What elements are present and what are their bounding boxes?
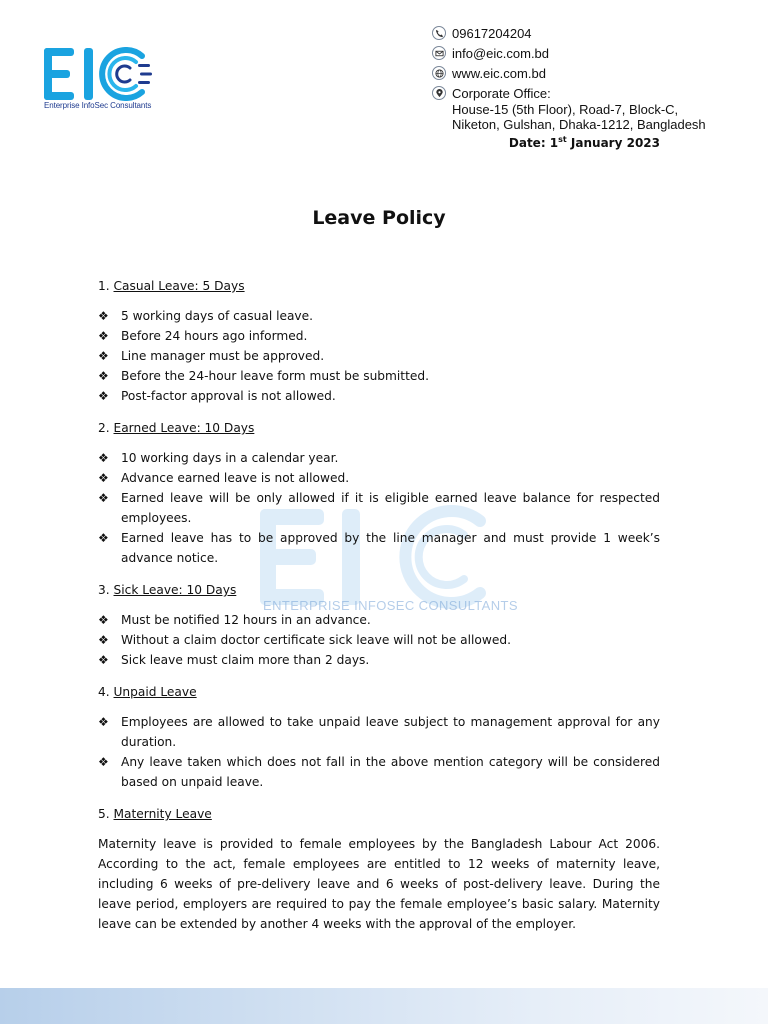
diamond-bullet-icon: ❖: [98, 531, 109, 545]
contact-email[interactable]: info@eic.com.bd: [452, 46, 550, 61]
watermark-text: ENTERPRISE INFOSEC CONSULTANTS: [263, 598, 518, 613]
list-item: ❖ 10 working days in a calendar year.: [98, 448, 660, 468]
list-item: ❖ Before the 24-hour leave form must be submitted.: [98, 366, 660, 386]
list-item: ❖ Employees are allowed to take unpaid leave subject to management approval for any duration.: [98, 712, 660, 752]
list-item: ❖ Line manager must be approved.: [98, 346, 660, 366]
contact-phone-row: [432, 26, 762, 46]
earned-leave-list: [98, 448, 660, 568]
contact-email-row: [432, 46, 762, 66]
office-label: Corporate Office:: [452, 86, 551, 101]
globe-icon: [432, 66, 446, 80]
list-item: ❖ 5 working days of casual leave.: [98, 306, 660, 326]
diamond-bullet-icon: ❖: [98, 653, 109, 667]
page-title: Leave Policy: [312, 207, 446, 229]
section-heading-sick: 3. Sick Leave: 10 Days: [98, 583, 237, 597]
diamond-bullet-icon: ❖: [98, 471, 109, 485]
diamond-bullet-icon: ❖: [98, 369, 109, 383]
address-line-1: House-15 (5th Floor), Road-7, Block-C,: [452, 101, 679, 117]
contact-website-row: [432, 66, 762, 86]
diamond-bullet-icon: ❖: [98, 633, 109, 647]
maternity-leave-paragraph: Maternity leave is provided to female employees by the Bangladesh Labour Act 2006. According to the act, female employees are entitled to 12 weeks of maternity leave, including 6 weeks of pre-delivery leave and 6 weeks of post-delivery leave. During the leave period, employers are required to pay the female employee’s basic salary. Maternity leave can be extended by another 4 weeks with the approval of the employer.: [98, 837, 660, 931]
phone-icon: [432, 26, 446, 40]
diamond-bullet-icon: ❖: [98, 309, 109, 323]
unpaid-leave-list: [98, 712, 660, 792]
contact-address-row: [432, 86, 762, 133]
list-item: ❖ Sick leave must claim more than 2 days.: [98, 650, 660, 670]
section-heading-maternity: 5. Maternity Leave: [98, 807, 212, 821]
email-icon: [432, 46, 446, 60]
list-item: ❖ Any leave taken which does not fall in the above mention category will be considered based on unpaid leave.: [98, 752, 660, 792]
diamond-bullet-icon: ❖: [98, 491, 109, 505]
section-heading-casual: 1. Casual Leave: 5 Days: [98, 279, 245, 293]
address-line-2: Niketon, Gulshan, Dhaka-1212, Bangladesh: [452, 117, 706, 132]
list-item: ❖ Earned leave will be only allowed if it is eligible earned leave balance for respected employees.: [98, 488, 660, 528]
contact-website[interactable]: www.eic.com.bd: [452, 66, 546, 81]
list-item: ❖ Before 24 hours ago informed.: [98, 326, 660, 346]
sick-leave-list: [98, 610, 660, 670]
list-item: ❖ Post-factor approval is not allowed.: [98, 386, 660, 406]
diamond-bullet-icon: ❖: [98, 329, 109, 343]
section-heading-unpaid: 4. Unpaid Leave: [98, 685, 197, 699]
diamond-bullet-icon: ❖: [98, 715, 109, 729]
diamond-bullet-icon: ❖: [98, 349, 109, 363]
footer-band: [0, 988, 768, 1024]
contact-block: [432, 26, 762, 133]
casual-leave-list: [98, 306, 660, 406]
list-item: ❖ Advance earned leave is not allowed.: [98, 468, 660, 488]
diamond-bullet-icon: ❖: [98, 613, 109, 627]
contact-phone[interactable]: 09617204204: [452, 26, 532, 41]
policy-content: [98, 276, 660, 934]
list-item: ❖ Must be notified 12 hours in an advance.: [98, 610, 660, 630]
diamond-bullet-icon: ❖: [98, 755, 109, 769]
diamond-bullet-icon: ❖: [98, 389, 109, 403]
location-icon: [432, 86, 446, 100]
list-item: ❖ Without a claim doctor certificate sick leave will not be allowed.: [98, 630, 660, 650]
diamond-bullet-icon: ❖: [98, 451, 109, 465]
list-item: ❖ Earned leave has to be approved by the line manager and must provide 1 week’s advance notice.: [98, 528, 660, 568]
logo-tagline: Enterprise InfoSec Consultants: [44, 101, 152, 110]
corporate-address: [452, 86, 706, 133]
document-date: Date: 1st January 2023: [508, 135, 660, 150]
section-heading-earned: 2. Earned Leave: 10 Days: [98, 421, 255, 435]
